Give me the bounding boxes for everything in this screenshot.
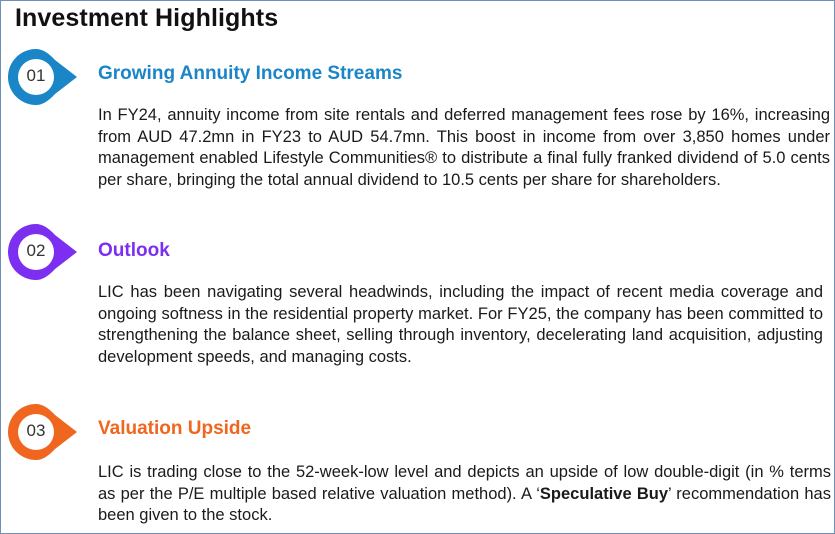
body-text-lead: LIC is trading close to the 52-week-low level and depicts an upside of low double-digit (in % terms as per the P/E multiple based relative valuation method). A ‘ bbox=[98, 463, 831, 503]
section-body bbox=[98, 462, 831, 527]
badge-number: 02 bbox=[26, 241, 46, 260]
number-badge bbox=[7, 402, 79, 462]
section-body: In FY24, annuity income from site rentals and deferred management fees rose by 16%, increasing from AUD 47.2mn in FY23 to AUD 54.7mn. This boost in income from over 3,850 homes under management enabled Lifestyle Communities® to distribute a final fully franked dividend of 5.0 cents per share, bringing the total annual dividend to 10.5 cents per share for shareholders. bbox=[98, 106, 830, 189]
page-title: Investment Highlights bbox=[15, 4, 279, 32]
section-title: Outlook bbox=[98, 240, 170, 261]
badge-number: 03 bbox=[26, 421, 46, 440]
body-text-tail: ’ recommendation has been given to the stock. bbox=[98, 484, 831, 524]
section-title: Valuation Upside bbox=[98, 418, 252, 439]
section-body: LIC has been navigating several headwinds, including the impact of recent media coverage and ongoing softness in the residential property market. For FY25, the company has been committed to strengthening the balance sheet, selling through inventory, decelerating land acquisition, adjusting development speeds, and managing costs. bbox=[98, 283, 823, 366]
section-title: Growing Annuity Income Streams bbox=[98, 63, 403, 84]
recommendation-label: Speculative Buy bbox=[539, 484, 669, 503]
badge-number: 01 bbox=[26, 66, 46, 85]
number-badge bbox=[7, 47, 79, 107]
number-badge bbox=[7, 222, 79, 282]
